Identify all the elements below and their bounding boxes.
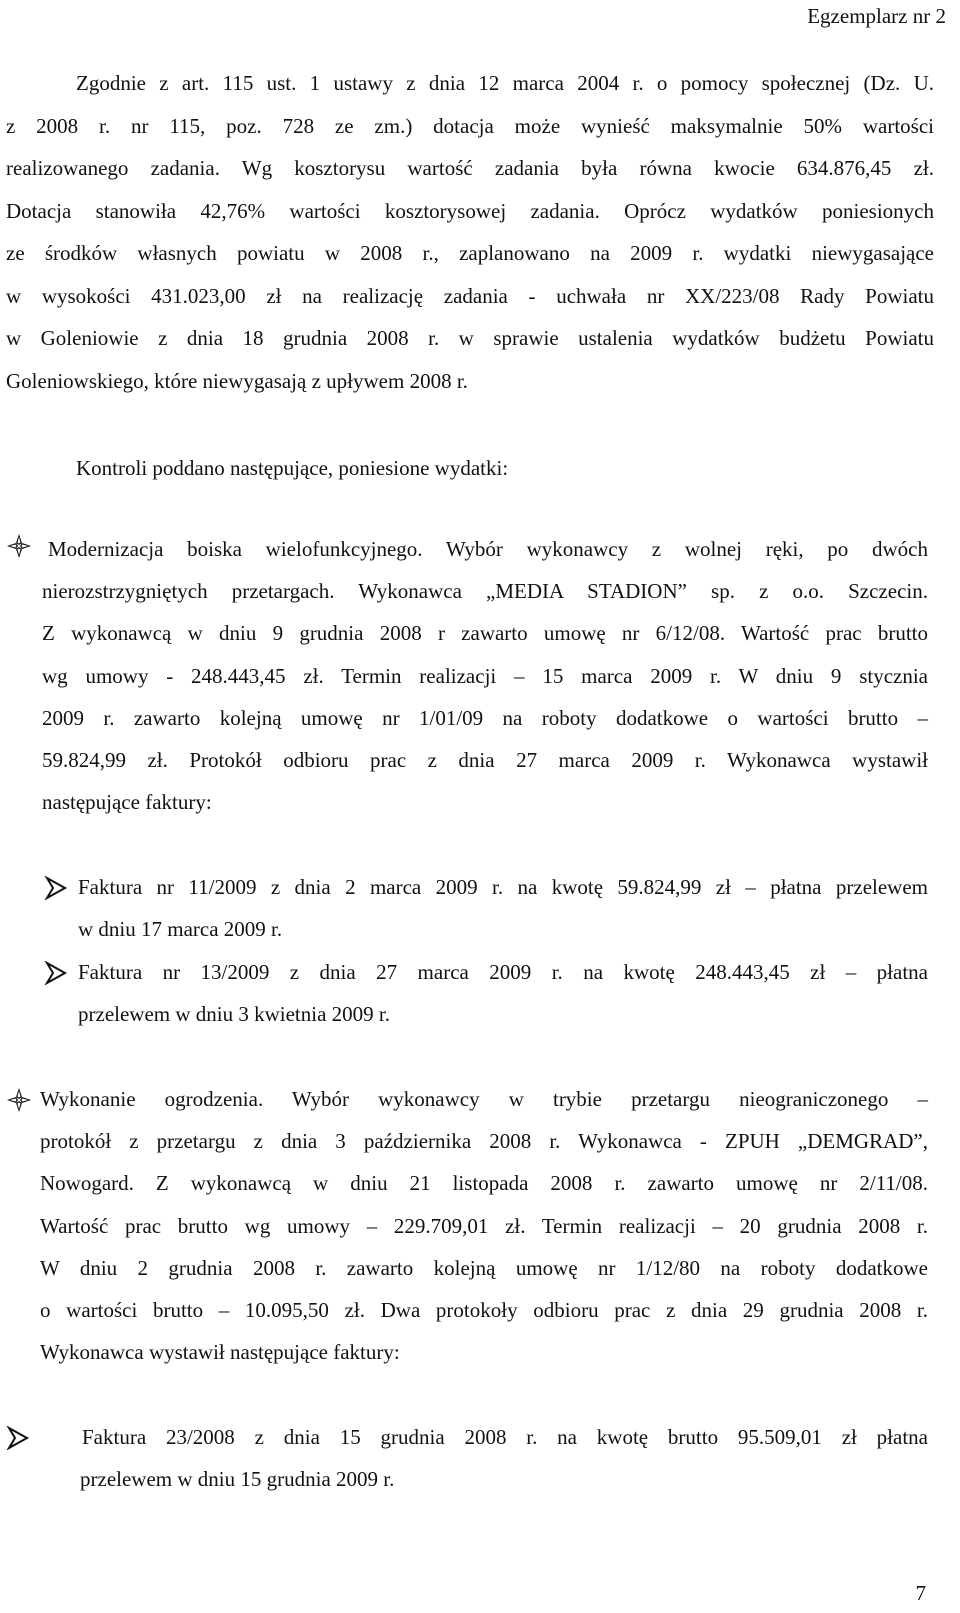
invoice-line: przelewem w dniu 15 grudnia 2009 r. — [80, 1467, 395, 1492]
invoice-line: Faktura nr 13/2009 z dnia 27 marca 2009 r. na kwotę 248.443,45 zł – płatna — [78, 960, 928, 984]
invoice-line: Faktura 23/2008 z dnia 15 grudnia 2008 r. na kwotę brutto 95.509,01 zł płatna — [82, 1425, 928, 1449]
item-line: W dniu 2 grudnia 2008 r. zawarto kolejną umowę nr 1/12/80 na roboty dodatkowe — [40, 1255, 928, 1280]
item-line: wg umowy - 248.443,45 zł. Termin realizacji – 15 marca 2009 r. W dniu 9 stycznia — [42, 663, 928, 688]
paragraph-line: Goleniowskiego, które niewygasają z upływem 2008 r. — [6, 368, 468, 393]
expense-item-1 — [42, 528, 928, 823]
item-line: Wartość prac brutto wg umowy – 229.709,01 zł. Termin realizacji – 20 grudnia 2008 r. — [40, 1213, 928, 1238]
arrow-bullet-icon — [6, 1426, 30, 1450]
control-intro-text: Kontroli poddano następujące, poniesione wydatki: — [76, 456, 509, 480]
item-line: protokół z przetargu z dnia 3 października 2008 r. Wykonawca - ZPUH „DEMGRAD”, — [40, 1129, 928, 1154]
item-line: następujące faktury: — [42, 790, 212, 815]
invoice-item — [78, 951, 928, 1035]
expense-item-2 — [40, 1078, 928, 1373]
paragraph-line: realizowanego zadania. Wg kosztorysu wartość zadania była równa kwocie 634.876,45 zł. — [6, 156, 934, 180]
item-line: Modernizacja boiska wielofunkcyjnego. Wybór wykonawcy z wolnej ręki, po dwóch — [48, 537, 928, 561]
item-line: 2009 r. zawarto kolejną umowę nr 1/01/09 na roboty dodatkowe o wartości brutto – — [42, 705, 928, 730]
paragraph-line: w Goleniowie z dnia 18 grudnia 2008 r. w sprawie ustalenia wydatków budżetu Powiatu — [6, 326, 934, 350]
item-line: o wartości brutto – 10.095,50 zł. Dwa protokoły odbioru prac z dnia 29 grudnia 2008 r. — [40, 1297, 928, 1322]
paragraph-line: w wysokości 431.023,00 zł na realizację zadania - uchwała nr XX/223/08 Rady Powiatu — [6, 283, 934, 308]
invoice-item — [78, 866, 928, 950]
invoice-line: w dniu 17 marca 2009 r. — [78, 917, 283, 942]
item-line: Nowogard. Z wykonawcą w dniu 21 listopada 2008 r. zawarto umowę nr 2/11/08. — [40, 1171, 928, 1196]
item-line: nierozstrzygniętych przetargach. Wykonawca „MEDIA STADION” sp. z o.o. Szczecin. — [42, 579, 928, 604]
paragraph-line: z 2008 r. nr 115, poz. 728 ze zm.) dotacja może wynieść maksymalnie 50% wartości — [6, 113, 934, 138]
diamond-bullet-icon — [6, 1087, 32, 1113]
item-line: 59.824,99 zł. Protokół odbioru prac z dnia 27 marca 2009 r. Wykonawca wystawił — [42, 747, 928, 772]
intro-paragraph — [6, 62, 934, 402]
page-number: 7 — [915, 1581, 926, 1605]
item-line: Z wykonawcą w dniu 9 grudnia 2008 r zawarto umowę nr 6/12/08. Wartość prac brutto — [42, 621, 928, 646]
copy-number-label: Egzemplarz nr 2 — [807, 4, 946, 28]
item-line: Wykonanie ogrodzenia. Wybór wykonawcy w trybie przetargu nieograniczonego – — [40, 1087, 928, 1111]
diamond-bullet-icon — [6, 533, 32, 559]
invoice-line: przelewem w dniu 3 kwietnia 2009 r. — [78, 1002, 391, 1027]
arrow-bullet-icon — [44, 876, 68, 900]
paragraph-line: Dotacja stanowiła 42,76% wartości kosztorysowej zadania. Oprócz wydatków poniesionych — [6, 198, 934, 223]
item-line: Wykonawca wystawił następujące faktury: — [40, 1340, 400, 1365]
arrow-bullet-icon — [44, 961, 68, 985]
paragraph-line: ze środków własnych powiatu w 2008 r., zaplanowano na 2009 r. wydatki niewygasające — [6, 241, 934, 265]
paragraph-line: Zgodnie z art. 115 ust. 1 ustawy z dnia 12 marca 2004 r. o pomocy społecznej (Dz. U. — [76, 71, 934, 95]
invoice-line: Faktura nr 11/2009 z dnia 2 marca 2009 r. na kwotę 59.824,99 zł – płatna przelewem — [78, 875, 928, 899]
invoice-item — [80, 1416, 928, 1500]
